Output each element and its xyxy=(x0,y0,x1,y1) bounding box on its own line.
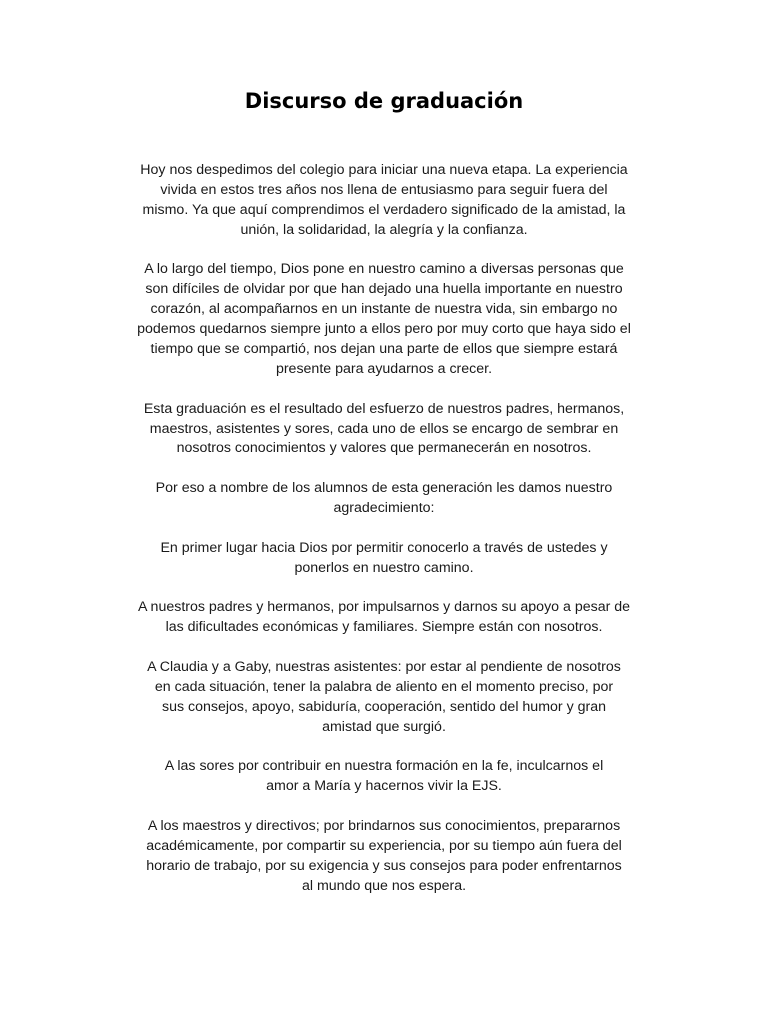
document-title: Discurso de graduación xyxy=(244,89,524,113)
text-line: mismo. Ya que aquí comprendimos el verdadero significado de la amistad, la xyxy=(142,201,626,218)
text-line: tiempo que se compartió, nos dejan una parte de ellos que siempre estará xyxy=(150,341,618,358)
paragraph xyxy=(108,260,660,379)
text-line: en cada situación, tener la palabra de aliento en el momento preciso, por xyxy=(154,678,614,695)
text-line: amistad que surgió. xyxy=(322,718,446,735)
text-line: A los maestros y directivos; por brindarnos sus conocimientos, prepararnos xyxy=(147,818,621,835)
text-line: unión, la solidaridad, la alegría y la confianza. xyxy=(240,221,528,238)
text-line: presente para ayudarnos a crecer. xyxy=(275,360,493,377)
text-line: corazón, al acompañarnos en un instante de nuestra vida, sin embargo no xyxy=(150,301,618,318)
text-line: amor a María y hacernos vivir la EJS. xyxy=(266,778,502,795)
paragraph xyxy=(108,400,660,460)
text-line: vivida en estos tres años nos llena de entusiasmo para seguir fuera del xyxy=(160,181,608,198)
text-line: sus consejos, apoyo, sabiduría, cooperación, sentido del humor y gran xyxy=(161,698,607,715)
paragraph xyxy=(108,817,660,897)
text-line: nosotros conocimientos y valores que permanecerán en nosotros. xyxy=(176,440,592,457)
text-line: A lo largo del tiempo, Dios pone en nuestro camino a diversas personas que xyxy=(144,261,624,278)
text-line: En primer lugar hacia Dios por permitir conocerlo a través de ustedes y xyxy=(160,539,608,556)
document-body xyxy=(108,161,660,916)
text-line: A nuestros padres y hermanos, por impulsarnos y darnos su apoyo a pesar de xyxy=(137,599,631,616)
text-line: agradecimiento: xyxy=(333,500,435,517)
text-line: maestros, asistentes y sores, cada uno de ellos se encargo de sembrar en xyxy=(149,420,619,437)
text-line: horario de trabajo, por su exigencia y sus consejos para poder enfrentarnos xyxy=(146,857,622,874)
paragraph xyxy=(108,479,660,519)
text-line: Por eso a nombre de los alumnos de esta generación les damos nuestro xyxy=(155,480,613,497)
paragraph xyxy=(108,598,660,638)
text-line: académicamente, por compartir su experiencia, por su tiempo aún fuera del xyxy=(146,837,622,854)
paragraph xyxy=(108,539,660,579)
text-line: Hoy nos despedimos del colegio para iniciar una nueva etapa. La experiencia xyxy=(140,162,628,178)
text-line: A Claudia y a Gaby, nuestras asistentes: por estar al pendiente de nosotros xyxy=(147,659,621,675)
text-line: ponerlos en nuestro camino. xyxy=(294,559,474,576)
paragraph xyxy=(108,161,660,241)
text-line: Esta graduación es el resultado del esfuerzo de nuestros padres, hermanos, xyxy=(143,400,625,417)
text-line: las dificultades económicas y familiares. Siempre están con nosotros. xyxy=(165,619,603,636)
text-line: A las sores por contribuir en nuestra formación en la fe, inculcarnos el xyxy=(164,758,604,775)
text-line: al mundo que nos espera. xyxy=(301,877,467,894)
paragraph xyxy=(108,757,660,797)
paragraph xyxy=(108,658,660,738)
text-line: podemos quedarnos siempre junto a ellos pero por muy corto que haya sido el xyxy=(137,321,631,338)
text-line: son difíciles de olvidar por que han dejado una huella importante en nuestro xyxy=(145,281,623,298)
